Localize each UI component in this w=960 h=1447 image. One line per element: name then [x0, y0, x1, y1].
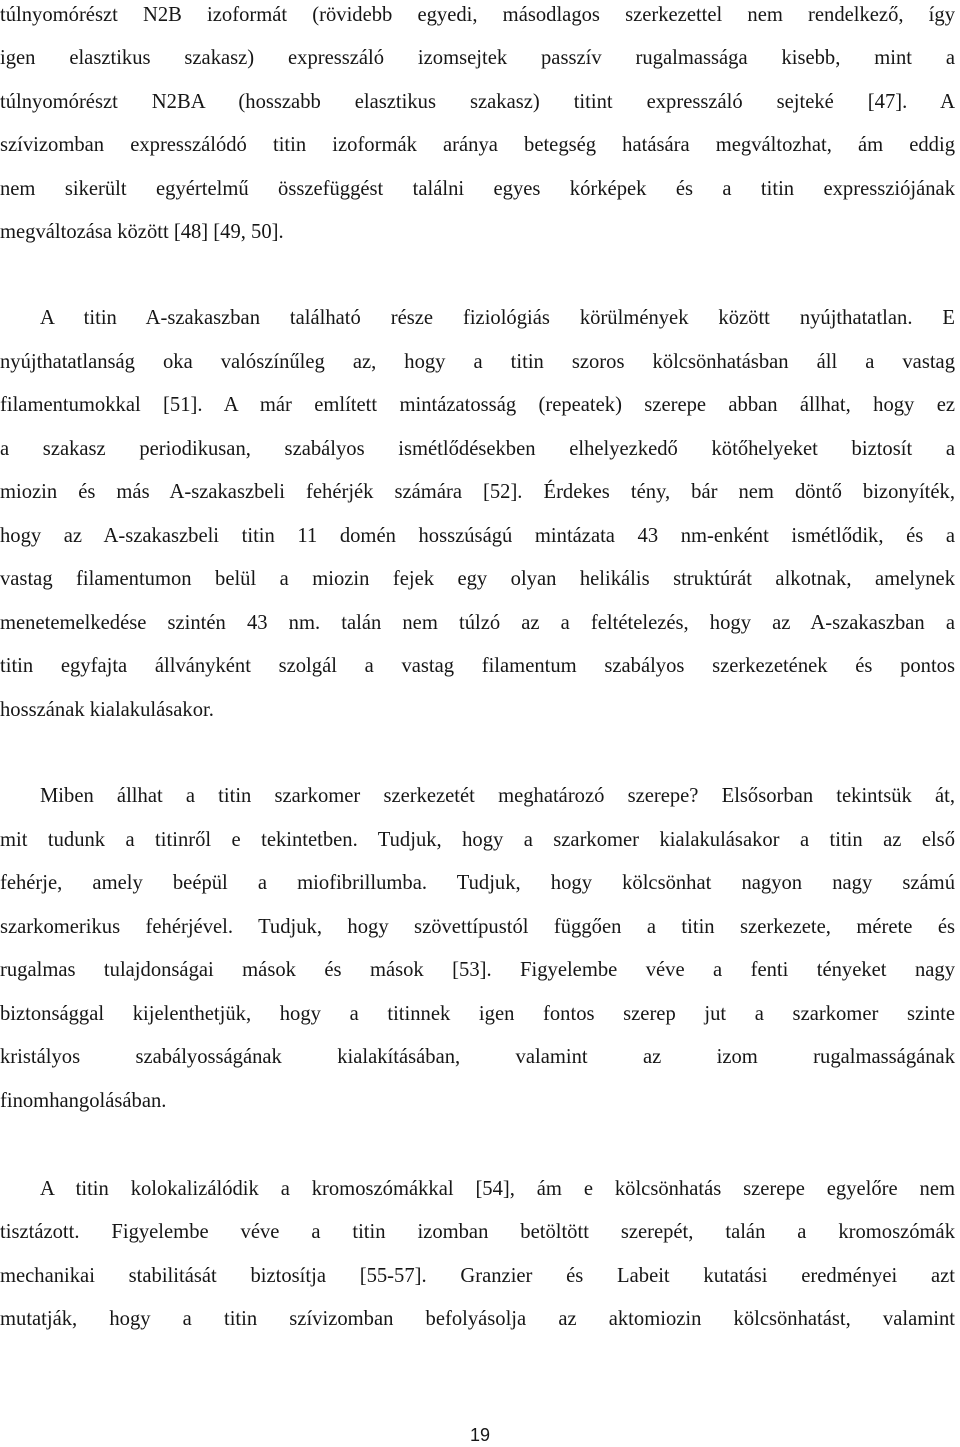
text-line: A titin A-szakaszban található része fiziológiás körülmények között nyújthatatlan. E	[40, 307, 955, 329]
text-line: tisztázott. Figyelembe véve a titin izomban betöltött szerepét, talán a kromoszómák	[0, 1221, 955, 1243]
text-line: titin egyfajta állványként szolgál a vastag filamentum szabályos szerkezetének és pontos	[0, 655, 955, 677]
text-line: vastag filamentumon belül a miozin fejek egy olyan helikális struktúrát alkotnak, amelynek	[0, 568, 955, 590]
text-line: finomhangolásában.	[0, 1090, 167, 1112]
text-line: rugalmas tulajdonságai mások és mások [53]. Figyelembe véve a fenti tényeket nagy	[0, 959, 955, 981]
text-line: igen elasztikus szakasz) expresszáló izomsejtek passzív rugalmassága kisebb, mint a	[0, 47, 955, 69]
text-line: túlnyomórészt N2B izoformát (rövidebb egyedi, másodlagos szerkezettel nem rendelkező, így	[0, 4, 955, 26]
text-line: nyújthatatlanság oka valószínűleg az, hogy a titin szoros kölcsönhatásban áll a vastag	[0, 351, 955, 373]
text-line: menetemelkedése szintén 43 nm. talán nem túlzó az a feltételezés, hogy az A-szakaszban a	[0, 612, 955, 634]
text-line: kristályos szabályosságának kialakításában, valamint az izom rugalmasságának	[0, 1046, 955, 1068]
text-line: miozin és más A-szakaszbeli fehérjék számára [52]. Érdekes tény, bár nem döntő bizonyíték,	[0, 481, 955, 503]
text-line: hosszának kialakulásakor.	[0, 699, 214, 721]
text-line: szívizomban expresszálódó titin izoformák aránya betegség hatására megváltozhat, ám eddig	[0, 134, 955, 156]
text-line: mutatják, hogy a titin szívizomban befolyásolja az aktomiozin kölcsönhatást, valamint	[0, 1308, 955, 1330]
text-line: megváltozása között [48] [49, 50].	[0, 221, 284, 243]
text-line: szarkomerikus fehérjével. Tudjuk, hogy szövettípustól függően a titin szerkezete, mérete és	[0, 916, 955, 938]
text-line: fehérje, amely beépül a miofibrillumba. Tudjuk, hogy kölcsönhat nagyon nagy számú	[0, 872, 955, 894]
text-line: filamentumokkal [51]. A már említett mintázatosság (repeatek) szerepe abban állhat, hogy ez	[0, 394, 955, 416]
text-line: Miben állhat a titin szarkomer szerkezetét meghatározó szerepe? Elsősorban tekintsük át,	[40, 785, 955, 807]
text-line: mit tudunk a titinről e tekintetben. Tudjuk, hogy a szarkomer kialakulásakor a titin az első	[0, 829, 955, 851]
text-line: biztonsággal kijelenthetjük, hogy a titinnek igen fontos szerep jut a szarkomer szinte	[0, 1003, 955, 1025]
text-line: nem sikerült egyértelmű összefüggést találni egyes kórképek és a titin expressziójának	[0, 178, 955, 200]
text-line: hogy az A-szakaszbeli titin 11 domén hosszúságú mintázata 43 nm-enként ismétlődik, és a	[0, 525, 955, 547]
text-line: túlnyomórészt N2BA (hosszabb elasztikus szakasz) titint expresszáló sejteké [47]. A	[0, 91, 955, 113]
text-line: a szakasz periodikusan, szabályos ismétlődésekben elhelyezkedő kötőhelyeket biztosít a	[0, 438, 955, 460]
text-line: mechanikai stabilitását biztosítja [55-57]. Granzier és Labeit kutatási eredményei azt	[0, 1265, 955, 1287]
page-number: 19	[469, 1425, 491, 1445]
text-line: A titin kolokalizálódik a kromoszómákkal [54], ám e kölcsönhatás szerepe egyelőre nem	[40, 1178, 955, 1200]
